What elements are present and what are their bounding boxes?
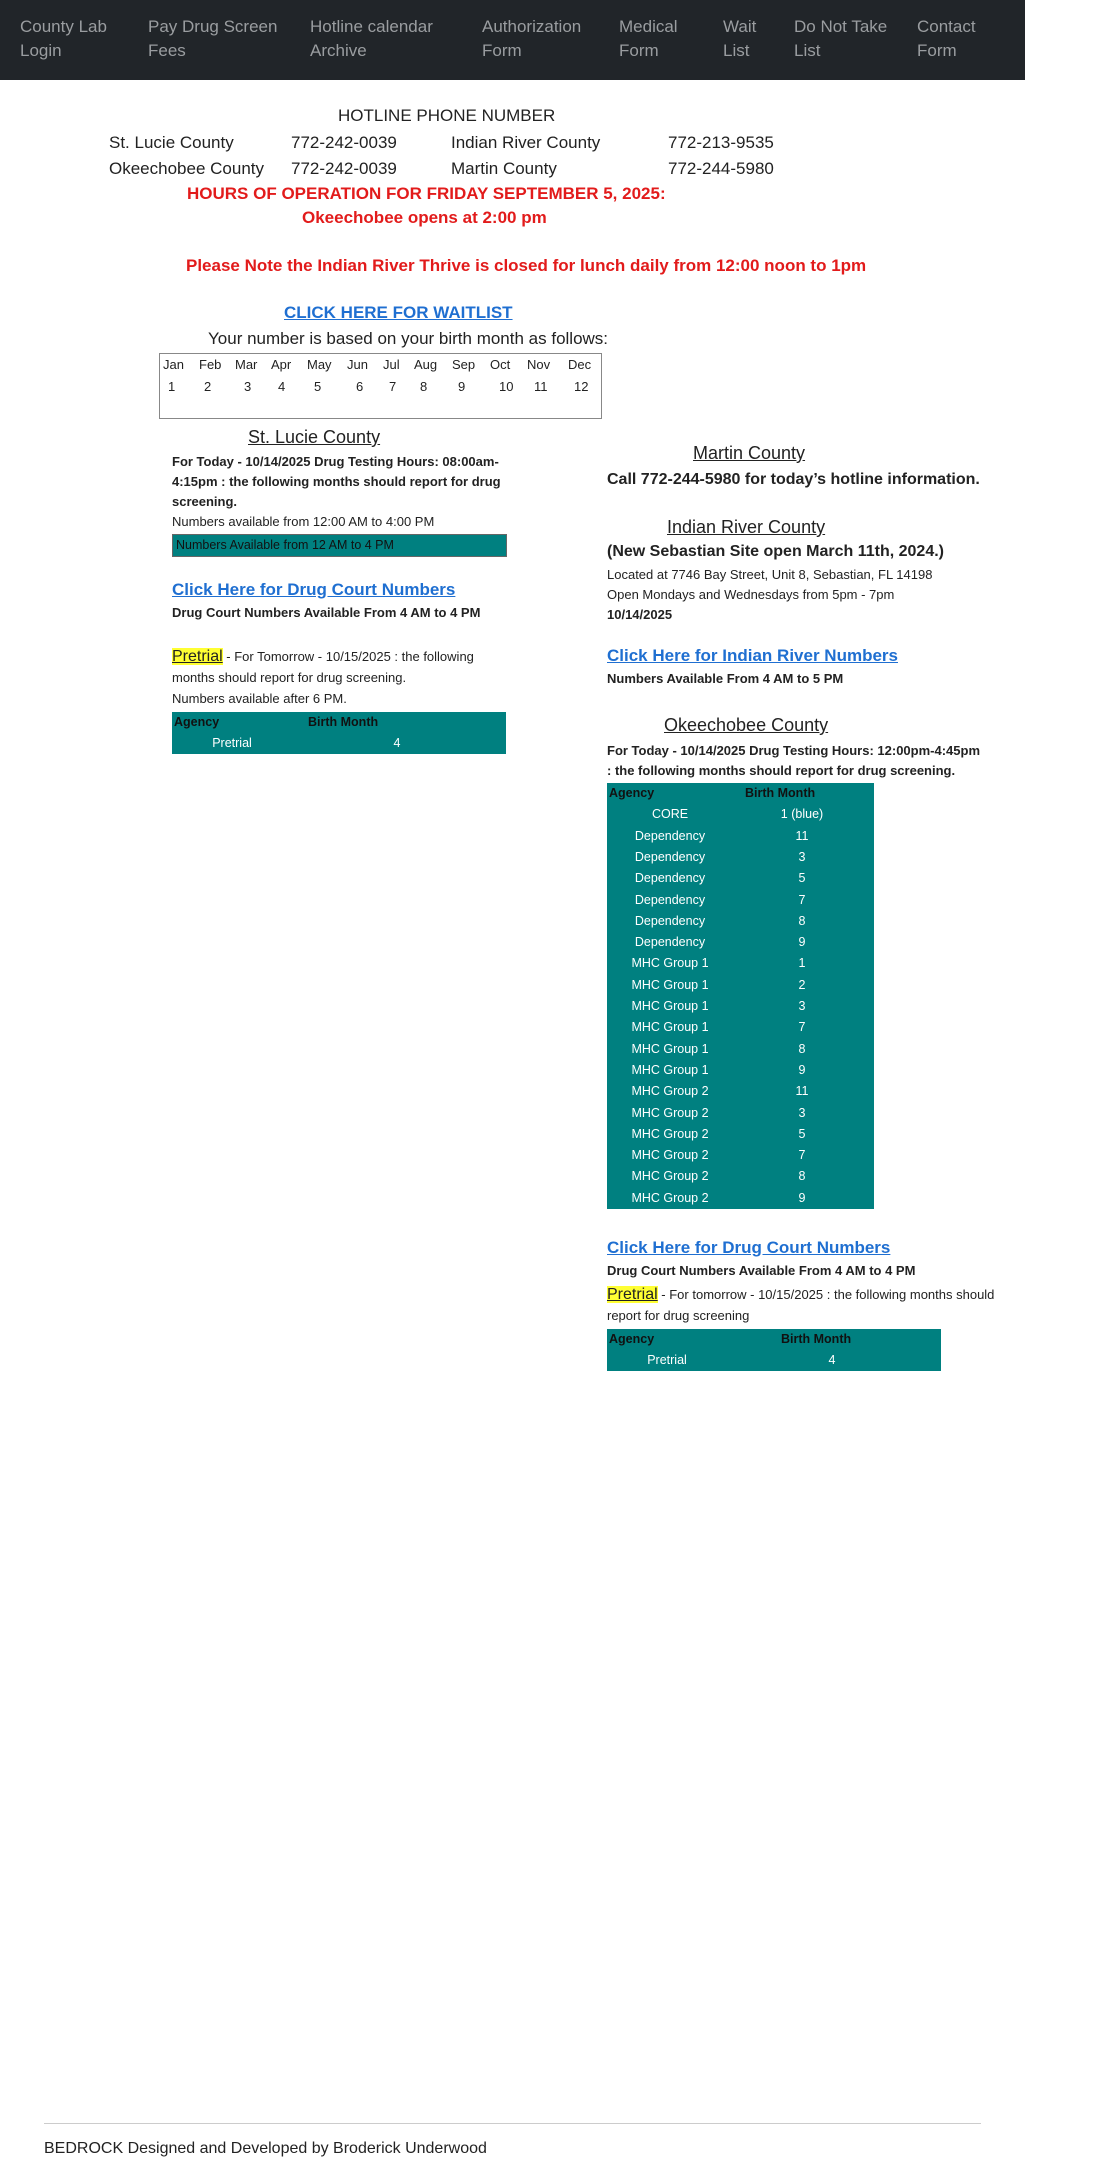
birth-month-note: Your number is based on your birth month as follows:: [208, 329, 609, 348]
indian-river-availability: Numbers Available From 4 AM to 5 PM: [607, 671, 844, 686]
table-row: [172, 733, 506, 754]
birth-month-number: 6: [356, 379, 364, 394]
agency-cell: Dependency: [634, 935, 706, 950]
indian-river-open-hours: Open Mondays and Wednesdays from 5pm - 7pm: [607, 587, 895, 602]
birth-month-cell: 3: [798, 849, 806, 864]
birth-month-number: 3: [244, 379, 252, 394]
birth-month-cell: 7: [798, 892, 806, 907]
agency-cell: MHC Group 1: [631, 977, 709, 992]
martin-heading: Martin County: [693, 443, 806, 463]
birth-month-cell: Birth Month: [308, 715, 379, 729]
table-header-row: [607, 1329, 941, 1350]
footer-credit: BEDROCK Designed and Developed by Broderick Underwood: [44, 2140, 487, 2157]
hotline-county-st-lucie: St. Lucie County: [109, 133, 234, 152]
st-lucie-pretrial-label: Pretrial: [172, 648, 223, 665]
birth-month-cell: 8: [798, 913, 806, 928]
table-row: [607, 804, 874, 825]
table-row: [607, 996, 874, 1017]
hotline-phone-indian-river: 772-213-9535: [668, 133, 774, 152]
top-navbar: [0, 0, 1025, 80]
birth-month-label: Apr: [271, 357, 292, 372]
table-row: [607, 1081, 874, 1102]
agency-cell: Agency: [174, 715, 220, 729]
birth-month-number: 1: [168, 379, 176, 394]
agency-cell: MHC Group 1: [631, 1041, 709, 1056]
st-lucie-pretrial-table: [172, 712, 506, 754]
hotline-title: HOTLINE PHONE NUMBER: [338, 106, 556, 125]
birth-month-label: Dec: [568, 357, 592, 372]
agency-cell: MHC Group 1: [631, 999, 709, 1013]
birth-month-cell: 7: [798, 1148, 806, 1163]
table-row: [607, 868, 874, 889]
st-lucie-drug-court-note: Drug Court Numbers Available From 4 AM to 4 PM: [172, 605, 481, 620]
hours-notice: HOURS OF OPERATION FOR FRIDAY SEPTEMBER 5, 2025:: [187, 184, 666, 203]
birth-month-table: [159, 353, 602, 419]
hotline-county-martin: Martin County: [451, 159, 557, 178]
okeechobee-pretrial-label: Pretrial: [607, 1286, 658, 1303]
birth-month-cell: 4: [393, 736, 401, 750]
birth-month-label: Jun: [347, 357, 368, 372]
st-lucie-today-hours: For Today - 10/14/2025 Drug Testing Hours: 08:00am- 4:15pm : the following months should report for drug screening.: [172, 454, 501, 509]
table-row: [607, 1017, 874, 1038]
okeechobee-drug-court-note: Drug Court Numbers Available From 4 AM to 4 PM: [607, 1263, 916, 1278]
st-lucie-availability: Numbers available from 12:00 AM to 4:00 PM: [172, 514, 435, 529]
nav-medical-form[interactable]: Medical Form: [619, 17, 678, 60]
birth-month-label: Oct: [490, 357, 511, 372]
st-lucie-pretrial-notice: Pretrial - For Tomorrow - 10/15/2025 : the following months should report for drug screening. Numbers available after 6 PM.: [172, 648, 474, 706]
okeechobee-schedule-table: [607, 783, 874, 1209]
table-row: [607, 1166, 874, 1187]
birth-month-label: Jul: [383, 357, 400, 372]
st-lucie-heading: St. Lucie County: [248, 427, 381, 447]
birth-month-cell: 1 (blue): [780, 807, 824, 822]
okeechobee-open-notice: Okeechobee opens at 2:00 pm: [302, 208, 547, 227]
nav-hotline-calendar-archive[interactable]: Hotline calendar Archive: [310, 17, 433, 60]
hotline-phone-martin: 772-244-5980: [668, 159, 774, 178]
table-row: [607, 932, 874, 953]
table-row: [607, 890, 874, 911]
agency-cell: Pretrial: [647, 1353, 687, 1367]
waitlist-link[interactable]: CLICK HERE FOR WAITLIST: [284, 303, 513, 322]
agency-cell: Dependency: [634, 871, 706, 886]
agency-cell: MHC Group 2: [631, 1169, 709, 1184]
table-row: [607, 1145, 874, 1166]
table-row: [607, 1039, 874, 1060]
table-row: [607, 1350, 941, 1371]
table-row: [607, 826, 874, 847]
okeechobee-pretrial-notice: Pretrial - For tomorrow - 10/15/2025 : the following months should report for drug screening: [607, 1286, 995, 1323]
indian-river-location: Located at 7746 Bay Street, Unit 8, Sebastian, FL 14198: [607, 567, 933, 582]
birth-month-cell: 2: [798, 977, 806, 992]
st-lucie-availability-bar: [172, 534, 507, 557]
birth-month-label: Feb: [199, 357, 222, 372]
indian-river-date: 10/14/2025: [607, 607, 673, 622]
okeechobee-pretrial-table: [607, 1329, 941, 1371]
agency-cell: MHC Group 2: [631, 1148, 709, 1163]
nav-authorization-form[interactable]: Authorization Form: [482, 17, 582, 60]
table-row: [607, 953, 874, 974]
agency-cell: MHC Group 1: [631, 956, 709, 971]
birth-month-cell: 5: [798, 871, 806, 886]
birth-month-cell: 9: [798, 935, 806, 950]
hotline-county-indian-river: Indian River County: [451, 133, 601, 152]
birth-month-cell: 11: [795, 1084, 809, 1099]
birth-month-number: 10: [499, 379, 514, 394]
birth-month-cell: 3: [798, 1105, 806, 1120]
table-row: [607, 1103, 874, 1124]
birth-month-cell: Birth Month: [781, 1332, 852, 1346]
birth-month-label: Jan: [163, 357, 184, 372]
agency-cell: MHC Group 2: [631, 1084, 709, 1099]
agency-cell: MHC Group 1: [631, 1062, 709, 1077]
birth-month-cell: 8: [798, 1041, 806, 1056]
birth-month-number: 9: [458, 379, 466, 394]
birth-month-label: Nov: [527, 357, 551, 372]
nav-contact-form[interactable]: Contact Form: [917, 17, 976, 60]
birth-month-label: Aug: [414, 357, 438, 372]
table-row: [607, 1060, 874, 1081]
birth-month-label: Mar: [235, 357, 258, 372]
agency-cell: MHC Group 1: [631, 1020, 709, 1035]
indian-river-numbers-link[interactable]: Click Here for Indian River Numbers: [607, 646, 898, 665]
birth-month-number: 11: [534, 379, 548, 394]
birth-month-cell: 7: [798, 1020, 806, 1035]
agency-cell: Pretrial: [212, 736, 252, 750]
table-row: [607, 1124, 874, 1145]
birth-month-cell: 1: [798, 956, 806, 971]
table-row: [607, 847, 874, 868]
indian-river-new-site: (New Sebastian Site open March 11th, 2024.): [607, 543, 944, 560]
agency-cell: Dependency: [634, 828, 706, 843]
okeechobee-heading: Okeechobee County: [664, 715, 829, 735]
birth-month-number: 12: [574, 379, 589, 394]
birth-month-cell: 5: [798, 1126, 806, 1141]
hotline-county-okeechobee: Okeechobee County: [109, 159, 264, 178]
birth-month-cell: 9: [798, 1190, 806, 1205]
nav-wait-list[interactable]: Wait List: [723, 17, 757, 60]
birth-month-cell: 9: [798, 1062, 806, 1077]
footer-divider: [44, 2123, 981, 2124]
agency-cell: MHC Group 2: [631, 1126, 709, 1141]
agency-cell: Dependency: [634, 913, 706, 928]
table-row: [607, 975, 874, 996]
okeechobee-drug-court-link[interactable]: Click Here for Drug Court Numbers: [607, 1238, 891, 1257]
st-lucie-drug-court-link[interactable]: Click Here for Drug Court Numbers: [172, 580, 456, 599]
nav-do-not-take-list[interactable]: Do Not Take List: [794, 17, 888, 60]
hotline-phone-okeechobee: 772-242-0039: [291, 159, 397, 178]
birth-month-cell: Birth Month: [745, 786, 816, 800]
nav-pay-drug-screen-fees[interactable]: Pay Drug Screen Fees: [148, 17, 278, 60]
agency-cell: Dependency: [634, 849, 706, 864]
agency-cell: Agency: [609, 786, 655, 800]
birth-month-number: 5: [314, 379, 322, 394]
agency-cell: MHC Group 2: [631, 1190, 709, 1205]
martin-call-info: Call 772-244-5980 for today’s hotline information.: [607, 471, 980, 488]
birth-month-label: Sep: [452, 357, 476, 372]
okeechobee-today-hours: For Today - 10/14/2025 Drug Testing Hours: 12:00pm-4:45pm : the following months should report for drug screening.: [607, 743, 981, 778]
birth-month-cell: 8: [798, 1169, 806, 1184]
agency-cell: MHC Group 2: [631, 1105, 709, 1120]
birth-month-label: May: [307, 357, 332, 372]
lunch-notice: Please Note the Indian River Thrive is closed for lunch daily from 12:00 noon to 1pm: [186, 256, 867, 275]
agency-cell: Agency: [609, 1332, 655, 1346]
table-header-row: [172, 712, 506, 733]
birth-month-cell: 11: [795, 828, 809, 843]
birth-month-number: 4: [278, 379, 286, 394]
st-lucie-bar-text: Numbers Available from 12 AM to 4 PM: [176, 538, 394, 552]
birth-month-cell: 3: [798, 999, 806, 1013]
indian-river-heading: Indian River County: [667, 517, 826, 537]
birth-month-number: 8: [420, 379, 428, 394]
agency-cell: Dependency: [634, 892, 706, 907]
hotline-phone-st-lucie: 772-242-0039: [291, 133, 397, 152]
table-row: [607, 1188, 874, 1209]
birth-month-number: 2: [204, 379, 212, 394]
birth-month-number: 7: [389, 379, 397, 394]
table-row: [607, 911, 874, 932]
table-header-row: [607, 783, 874, 804]
birth-month-cell: 4: [828, 1353, 836, 1367]
agency-cell: CORE: [651, 807, 689, 822]
nav-county-lab-login[interactable]: County Lab Login: [20, 17, 107, 60]
